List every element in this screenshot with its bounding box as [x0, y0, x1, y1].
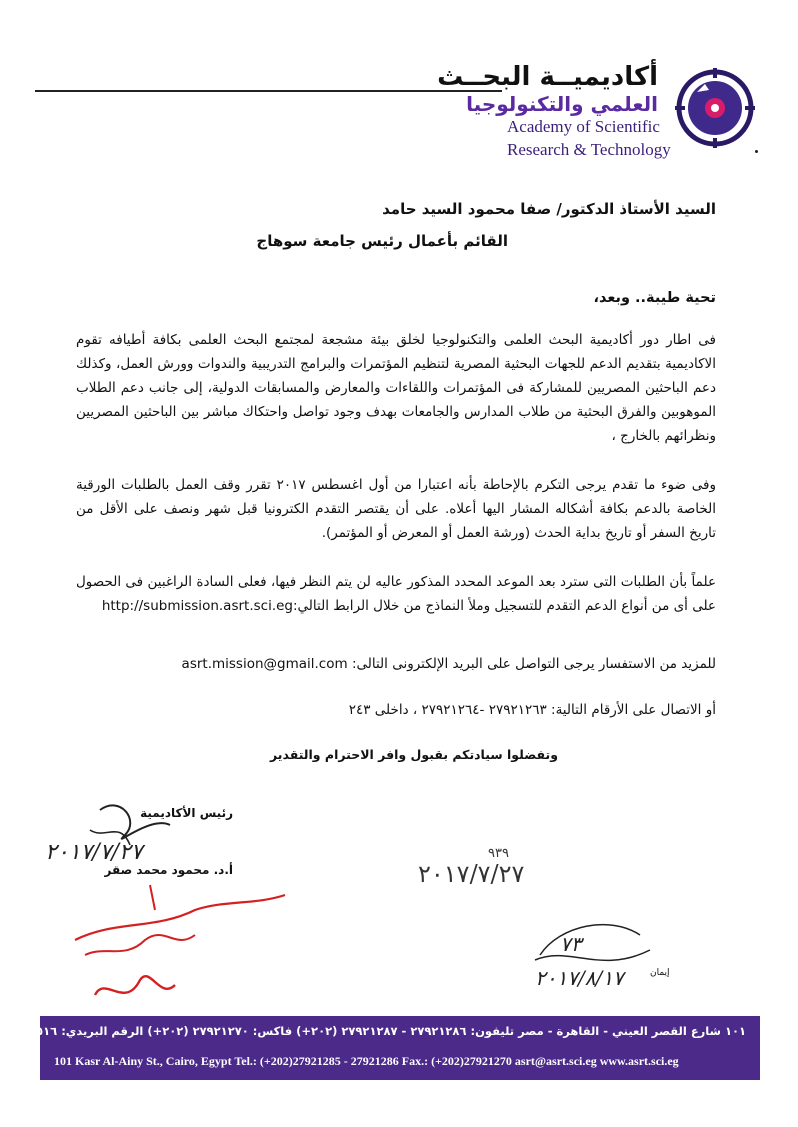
- receipt-number: ٧٣: [560, 932, 582, 956]
- stamp-number: ٩٣٩: [488, 846, 509, 861]
- red-handwritten-note-icon: [55, 880, 295, 1020]
- receipt-date: ٢٠١٧/٨/١٧: [535, 966, 624, 990]
- signatory-title: رئيس الأكاديمية: [140, 806, 233, 820]
- academy-logo-icon: [675, 68, 755, 148]
- stamp-date: [418, 846, 525, 888]
- clerk-name: إيمان: [650, 968, 670, 978]
- body-paragraph-2: وفى ضوء ما تقدم يرجى التكرم بالإحاطة بأنه اعتبارا من أول اغسطس ٢٠١٧ تقرر وقف العمل بالطلبات الورقية الخاصة بالدعم بكافة أشكاله المشار اليها أعلاه. على أن يقتصر التقدم الكترونيا قبل شهر ونصف على الأقل من تاريخ السفر أو تاريخ بداية الحدث (ورشة العمل أو المعرض أو المؤتمر).: [76, 477, 716, 541]
- paragraph-3-text: علماً بأن الطلبات التى سترد بعد الموعد المحدد المذكور عاليه لن يتم النظر فيها، فعلى السادة الراغبين فى الحصول على أى من أنواع الدعم التقدم للتسجيل وملأ النماذج من خلال الرابط التالي:: [76, 574, 716, 614]
- footer-bar: [22, 1016, 760, 1080]
- submission-link[interactable]: http://submission.asrt.sci.eg: [101, 598, 293, 614]
- email-line: [182, 656, 716, 672]
- body-paragraph-3: [76, 570, 716, 618]
- org-name-arabic-line2: العلمي والتكنولوجيا: [466, 92, 658, 116]
- org-name-english-line1: Academy of Scientific: [507, 117, 660, 136]
- contact-email-link[interactable]: asrt.mission@gmail.com: [181, 656, 348, 672]
- body-paragraph-1: فى اطار دور أكاديمية البحث العلمى والتكنولوجيا لخلق بيئة مشجعة لمجتمع البحث العلمى بكافة أطيافه تقوم الاكاديمية بتقديم الدعم للجهات البحثية المصرية لتنظيم المؤتمرات والبرامج التدريبية والندوات وورش العمل، وكذلك دعم الباحثين المصريين للمشاركة فى المؤتمرات واللقاءات والمعارض والمسابقات الدولية، إلى جانب دعم الطلاب الموهوبين والفرق البحثية من طلاب المدارس والجامعات بهدف وجود تواصل واحتكاك مباشر بين الباحثين المصريين ونظرائهم بالخارج ،: [76, 332, 716, 444]
- phone-line: أو الاتصال على الأرقام التالية: ٢٧٩٢١٢٦٣ -٢٧٩٢١٢٦٤ ، داخلى ٢٤٣: [348, 702, 716, 718]
- handwritten-date: ٢٠١٧/٧/٢٧: [45, 840, 143, 865]
- recipient-line2: القائم بأعمال رئيس جامعة سوهاج: [256, 232, 508, 250]
- header-rule: [35, 90, 502, 92]
- footer-english-address: 101 Kasr Al-Ainy St., Cairo, Egypt Tel.: (+202)27921285 - 27921286 Fax.: (+202)27921270 asrt@asrt.sci.eg www.asrt.sci.eg: [54, 1054, 679, 1068]
- receipt-signature-icon: [520, 905, 670, 1005]
- recipient-line1: السيد الأستاذ الدكتور/ صفا محمود السيد حامد: [382, 200, 716, 218]
- greeting: تحية طيبة.. وبعد،: [593, 290, 716, 306]
- footer-arabic-address: ١٠١ شارع القصر العيني - القاهرة - مصر تليفون: ٢٧٩٢١٢٨٦ - ٢٧٩٢١٢٨٧ (٢٠٢+) فاكس: ٢٧٩٢١٢٧٠ (٢٠٢+) الرقم البريدي: ١١٥١٦: [22, 1024, 746, 1038]
- closing-line: وتفضلوا سيادتكم بقبول وافر الاحترام والتقدير: [270, 747, 558, 762]
- org-name-english-line2: Research & Technology: [507, 140, 671, 159]
- org-name-arabic-line1: أكاديميــة البحــث: [437, 62, 658, 92]
- margin-mark: [755, 150, 758, 153]
- stamp-date-value: ٢٠١٧/٧/٢٧: [418, 860, 525, 888]
- email-intro: للمزيد من الاستفسار يرجى التواصل على البريد الإلكترونى التالى:: [351, 656, 716, 672]
- signatory-name: أ.د. محمود محمد صقر: [104, 863, 233, 877]
